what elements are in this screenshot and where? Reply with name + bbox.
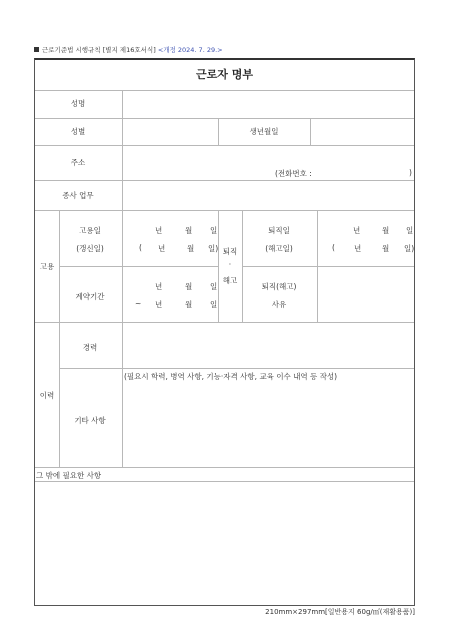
contract-end-day: 일 <box>210 300 218 309</box>
resign-month: 월 <box>382 226 390 235</box>
resign-day: 일 <box>406 226 414 235</box>
contract-period-label: 계약기간 <box>75 292 105 301</box>
revision-date: <개정 2024. 7. 29.> <box>157 46 223 54</box>
row-divider <box>35 145 414 146</box>
birth-date-label: 생년월일 <box>249 127 279 136</box>
law-reference: 근로기준법 시행규칙 [별지 제16호서식] <box>42 46 156 54</box>
column-divider <box>242 210 243 322</box>
dismiss-day: 일) <box>404 244 415 253</box>
row-divider <box>35 90 414 91</box>
contract-start-month: 월 <box>185 282 193 291</box>
dismiss-month: 월 <box>382 244 390 253</box>
paper-spec: 210mm×297mm[일반용지 60g/㎡(재활용품)] <box>265 608 415 616</box>
renew-day: 일) <box>208 244 219 253</box>
renew-year: 년 <box>158 244 166 253</box>
contract-end-year: 년 <box>155 300 163 309</box>
other-notes-hint: (필요시 학력, 병역 사항, 기능·자격 사항, 교육 이수 내역 등 작성) <box>124 372 338 381</box>
renewal-date-label: (갱신일) <box>76 244 104 253</box>
dismiss-date-label: (해고일) <box>265 244 293 253</box>
hire-month: 월 <box>185 226 193 235</box>
name-label: 성명 <box>70 99 86 108</box>
contract-start-year: 년 <box>155 282 163 291</box>
form-header <box>34 45 223 54</box>
row-divider <box>35 118 414 119</box>
dismiss-year: 년 <box>354 244 362 253</box>
square-bullet-icon <box>34 47 39 52</box>
hire-year: 년 <box>155 226 163 235</box>
phone-hint: (전화번호 : <box>275 169 312 178</box>
resign-reason-label-2: 사유 <box>271 300 287 309</box>
column-divider <box>59 210 60 467</box>
column-divider <box>122 90 123 210</box>
misc-label: 그 밖에 필요한 사항 <box>36 471 102 480</box>
dismiss-paren-open: ( <box>332 243 335 252</box>
column-divider <box>218 210 219 322</box>
resign-dot: · <box>228 260 232 269</box>
phone-close: ) <box>409 168 412 177</box>
address-label: 주소 <box>70 158 86 167</box>
resign-date-label: 퇴직일 <box>268 226 290 235</box>
contract-start-day: 일 <box>210 282 218 291</box>
row-divider <box>59 266 218 267</box>
row-divider <box>242 266 414 267</box>
row-divider <box>35 322 414 323</box>
row-divider <box>35 210 414 211</box>
career-label: 경력 <box>82 343 98 352</box>
form-title: 근로자 명부 <box>196 68 253 81</box>
job-duty-label: 종사 업무 <box>62 191 94 200</box>
resign-year: 년 <box>353 226 361 235</box>
row-divider <box>35 467 414 468</box>
employment-label: 고용 <box>39 262 55 271</box>
worker-register-form <box>34 58 415 606</box>
renew-month: 월 <box>187 244 195 253</box>
gender-label: 성별 <box>70 127 86 136</box>
row-divider <box>35 180 414 181</box>
contract-end-month: 월 <box>185 300 193 309</box>
dismiss-label: 해고 <box>222 276 238 285</box>
renew-paren-open: ( <box>139 243 142 252</box>
column-divider <box>310 118 311 145</box>
row-divider <box>59 368 414 369</box>
other-notes-label: 기타 사항 <box>74 416 106 425</box>
row-divider <box>35 481 414 482</box>
history-label: 이력 <box>39 391 55 400</box>
column-divider <box>122 210 123 467</box>
resign-reason-label: 퇴직(해고) <box>261 282 297 291</box>
column-divider <box>317 210 318 322</box>
contract-tilde: ~ <box>135 299 142 308</box>
hire-date-label: 고용일 <box>79 226 101 235</box>
resign-label: 퇴직 <box>222 247 238 256</box>
hire-day: 일 <box>210 226 218 235</box>
column-divider <box>218 118 219 145</box>
